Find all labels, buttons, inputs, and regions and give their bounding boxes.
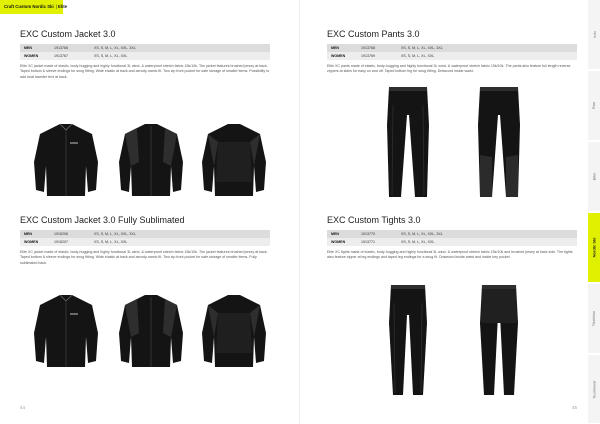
- jacket-front-women-image: [115, 122, 187, 200]
- tab-bike[interactable]: [588, 142, 600, 212]
- spec-sizes: XS, S, M, L, XL, XXL, 3XL: [90, 44, 270, 52]
- jacket-front-image: [30, 122, 102, 200]
- spec-article: 1913766: [50, 44, 90, 52]
- tab-label: Bike: [591, 172, 597, 181]
- tab-label: Teamwear: [591, 379, 597, 399]
- spec-article: 1915206: [50, 230, 90, 238]
- spec-gender: WOMEN: [20, 52, 50, 60]
- product-title: EXC Custom Jacket 3.0 Fully Sublimated: [20, 215, 185, 225]
- spec-row-men: [20, 44, 270, 52]
- product-exc-custom-jacket: [20, 29, 270, 80]
- spec-gender: MEN: [20, 44, 50, 52]
- tights-back-image: [474, 283, 524, 399]
- spec-sizes: XS, S, M, L, XL, XXL, 3XL: [397, 230, 577, 238]
- product-description: Elite XC jacket made of elastic, body-hugging and highly functional 3L wind- & waterproof stretch fabric 15k/10k. The jacket features brushed jersey at back. Taped bottom & sleeve endings for snug fitting. Wide elastic at back and aerody-namic fit. Two zip front pocket for safe storage of smaller items. Possibility to add heat transfer text at back.: [20, 64, 270, 79]
- tab-info[interactable]: [588, 0, 600, 70]
- spec-article: 1915207: [50, 238, 90, 246]
- jacket-back-image: [198, 122, 270, 200]
- tights-front-image: [383, 283, 433, 399]
- tab-triathlon[interactable]: [588, 284, 600, 354]
- page-divider: [299, 0, 300, 424]
- product-description: Elite XC pants made of elastic, body-hugging and highly functional 3L wind- & waterproof stretch fabric 15k/10k. The pants also feature full length reverse zippers at sides for easy on and off. Taped bottom leg for snug fitting. Drawcord inside waist.: [327, 64, 571, 74]
- product-description: Elite XC tights made of elastic, body-hugging and highly functional 3L wind- & waterproof stretch fabric 15k/10k and brushed jersey at back side. The tights also feature zipper at leg endings and taped leg endings for a snug fit. Drawcord inside waist and inside key pocket.: [327, 250, 573, 260]
- pants-front-image: [383, 85, 433, 201]
- spec-table: [20, 230, 270, 246]
- spec-row-women: [20, 52, 270, 60]
- page-number-left: 44: [20, 405, 26, 410]
- spec-row-men: [327, 44, 577, 52]
- product-exc-custom-pants: [327, 29, 577, 75]
- tab-label: Run: [591, 101, 597, 110]
- spec-article: 1913771: [357, 238, 397, 246]
- spec-row-men: [20, 230, 270, 238]
- section-header: [0, 0, 68, 14]
- product-title: EXC Custom Pants 3.0: [327, 29, 420, 39]
- spec-row-women: [20, 238, 270, 246]
- spec-gender: WOMEN: [20, 238, 50, 246]
- spec-article: 1913769: [357, 52, 397, 60]
- pants-back-image: [474, 85, 524, 201]
- spec-gender: MEN: [327, 44, 357, 52]
- header-brand: Craft Custom Nordic Ski: [4, 4, 54, 9]
- spec-sizes: XS, S, M, L, XL, XXL: [397, 238, 577, 246]
- spec-row-women: [327, 238, 577, 246]
- spec-gender: WOMEN: [327, 238, 357, 246]
- section-tabs: [588, 0, 600, 424]
- tab-run[interactable]: [588, 71, 600, 141]
- spec-table: [327, 230, 577, 246]
- header-separator: |: [55, 4, 57, 9]
- spec-gender: MEN: [20, 230, 50, 238]
- product-exc-custom-tights: [327, 215, 577, 261]
- spec-table: [20, 44, 270, 60]
- spec-sizes: XS, S, M, L, XL, XXL, 3XL: [397, 44, 577, 52]
- product-description: Elite XC jacket made of elastic, body-hugging and highly functional 3L wind- & waterproof stretch fabric 15k/10k. The jacket features brushed jersey at back. Taped bottom & sleeve endings for snug fitting. Wide elastic at back and aerody-namic fit. Two zip front pocket for safe storage of smaller items. Fully sublimated back.: [20, 250, 268, 265]
- tab-label: Nordic Ski: [591, 237, 597, 258]
- tab-label: Triathlon: [591, 310, 597, 327]
- spec-article: 1913768: [357, 44, 397, 52]
- spec-sizes: XS, S, M, L, XL, XXL: [90, 52, 270, 60]
- spec-row-men: [327, 230, 577, 238]
- tab-teamwear[interactable]: [588, 355, 600, 424]
- spec-sizes: XS, S, M, L, XL, XXL: [397, 52, 577, 60]
- spec-sizes: XS, S, M, L, XL, XXL, 3XL: [90, 230, 270, 238]
- jacket-sublimated-women-image: [115, 292, 187, 372]
- spec-row-women: [327, 52, 577, 60]
- spec-article: 1913767: [50, 52, 90, 60]
- spec-gender: MEN: [327, 230, 357, 238]
- spec-sizes: XS, S, M, L, XL, XXL: [90, 238, 270, 246]
- spec-article: 1913770: [357, 230, 397, 238]
- spec-gender: WOMEN: [327, 52, 357, 60]
- jacket-sublimated-front-image: [30, 292, 102, 372]
- spec-table: [327, 44, 577, 60]
- product-exc-custom-jacket-sublimated: [20, 215, 270, 266]
- jacket-sublimated-back-image: [198, 292, 270, 372]
- header-section: Elite: [58, 4, 68, 9]
- tab-label: Info: [591, 31, 597, 38]
- product-title: EXC Custom Tights 3.0: [327, 215, 421, 225]
- product-title: EXC Custom Jacket 3.0: [20, 29, 116, 39]
- page-number-right: 45: [572, 405, 578, 410]
- tab-nordic-ski[interactable]: [588, 213, 600, 283]
